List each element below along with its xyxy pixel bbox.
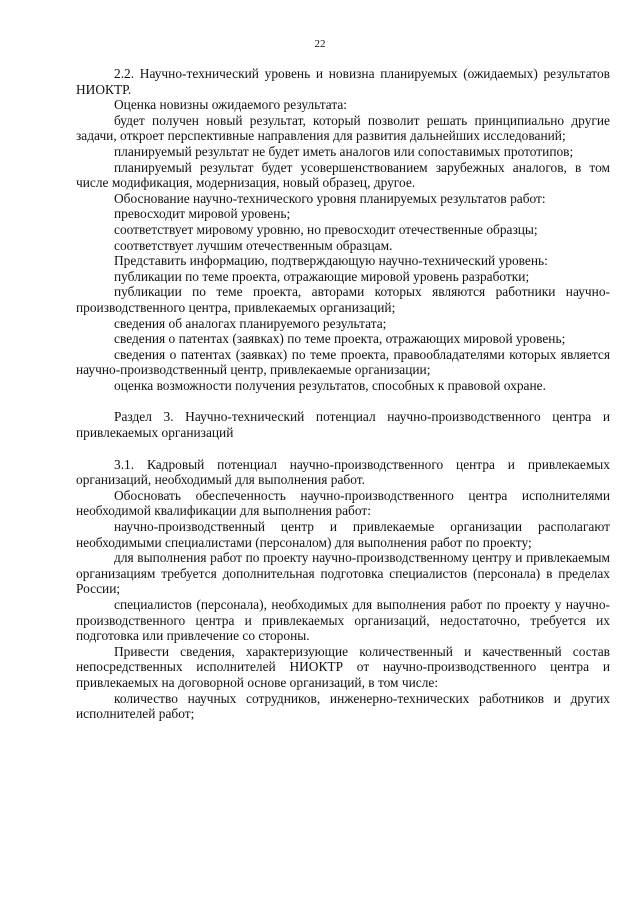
paragraph: оценка возможности получения результатов, способных к правовой охране. [114, 377, 546, 393]
paragraph: будет получен новый результат, который позволит решать принципиально другие задачи, откроет перспективные направления для развития дальнейших исследований; [76, 112, 610, 144]
paragraph: Обосновать обеспеченность научно-производственного центра исполнителями необходимой квалификации для выполнения работ: [76, 487, 610, 519]
paragraph: соответствует мировому уровню, но превосходит отечественные образцы; [114, 221, 538, 237]
paragraph: Оценка новизны ожидаемого результата: [114, 97, 348, 113]
paragraph: сведения об аналогах планируемого результата; [114, 315, 387, 331]
paragraph: публикации по теме проекта, отражающие мировой уровень разработки; [114, 268, 530, 284]
paragraph: сведения о патентах (заявках) по теме проекта, правообладателями которых является научно-производственный центр, привлекаемые организации; [76, 346, 610, 378]
paragraph: превосходит мировой уровень; [114, 206, 291, 222]
page-number: 22 [314, 38, 326, 50]
paragraph: соответствует лучшим отечественным образцам. [114, 237, 393, 253]
section-heading: Раздел 3. Научно-технический потенциал научно-производственного центра и привлекаемых организаций [76, 409, 610, 441]
paragraph: Обоснование научно-технического уровня планируемых результатов работ: [114, 190, 546, 206]
paragraph: Привести сведения, характеризующие количественный и качественный состав непосредственных исполнителей НИОКТР от научно-производственного центра и привлекаемых на договорной основе организаций, в том числе: [76, 643, 610, 690]
paragraph: специалистов (персонала), необходимых для выполнения работ по проекту у научно-производственного центра и привлекаемых организаций, недостаточно, требуется их подготовка или привлечение со стороны. [76, 597, 610, 644]
spacer [76, 441, 610, 457]
spacer [76, 393, 610, 409]
page-body [76, 66, 610, 722]
paragraph: для выполнения работ по проекту научно-производственному центру и привлекаемым организациям требуется дополнительная подготовка специалистов (персонала) в пределах России; [76, 550, 610, 597]
paragraph: публикации по теме проекта, авторами которых являются работники научно-производственного центра, привлекаемых организаций; [76, 284, 610, 315]
subsection-heading: 3.1. Кадровый потенциал научно-производственного центра и привлекаемых организаций, необходимый для выполнения работ. [76, 456, 610, 488]
paragraph: Представить информацию, подтверждающую научно-технический уровень: [114, 253, 548, 269]
paragraph: 2.2. Научно-технический уровень и новизна планируемых (ожидаемых) результатов НИОКТР. [76, 66, 610, 97]
paragraph: научно-производственный центр и привлекаемые организации располагают необходимыми специалистами (персоналом) для выполнения работ по проекту; [76, 519, 610, 550]
paragraph: количество научных сотрудников, инженерно-технических работников и других исполнителей работ; [76, 690, 610, 722]
paragraph: планируемый результат будет усовершенствованием зарубежных аналогов, в том числе модификация, модернизация, новый образец, другое. [76, 159, 610, 191]
paragraph: планируемый результат не будет иметь аналогов или сопоставимых прототипов; [114, 143, 574, 159]
paragraph: сведения о патентах (заявках) по теме проекта, отражающих мировой уровень; [114, 331, 566, 347]
